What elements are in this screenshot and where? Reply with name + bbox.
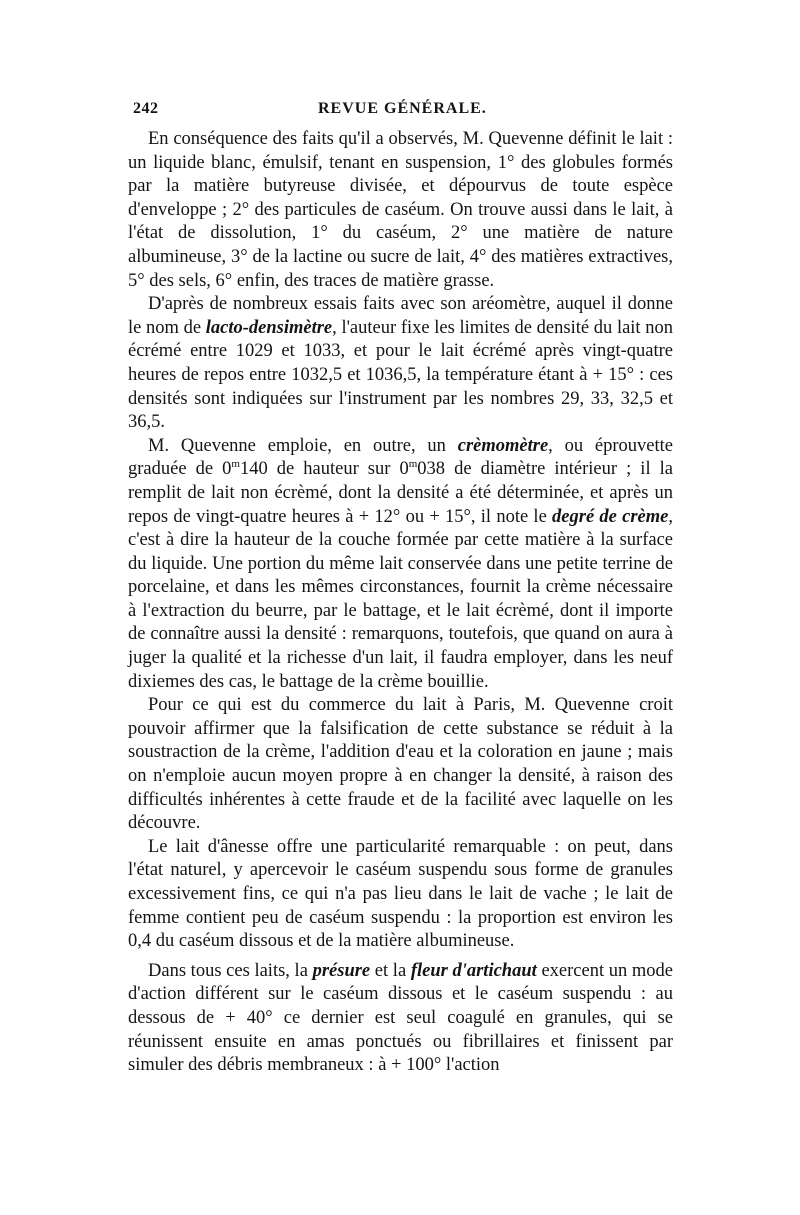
superscript: m bbox=[231, 458, 240, 471]
paragraph bbox=[128, 435, 673, 695]
italic-term: crèmomètre bbox=[457, 435, 549, 456]
text-run: , l'auteur fixe les limites de densité du lait non écrémé entre 1029 et 1033, et pour le lait écrémé après vingt-quatre heures de repos entre 1032,5 et 1036,5, la température étant à + 15° : ces densités sont indiquées sur l'instrument par les nombres 29, 33, 32,5 et 36,5. bbox=[128, 317, 673, 433]
superscript: m bbox=[408, 458, 418, 471]
text-run: D'après de nombreux essais faits avec son aréomètre, auquel il donne le nom de bbox=[128, 294, 673, 338]
text-run: 140 de hauteur sur 0 bbox=[239, 459, 409, 480]
text-run: Pour ce qui est du commerce du lait à Paris, M. Quevenne croit pouvoir affirmer que la falsification de cette substance se réduit à la soustraction de la crème, l'addition d'eau et la coloration en jaune ; mais on n'emploie aucun moyen propre à en changer la densité, à raison des difficultés inhérentes à cette fraude et de la facilité avec laquelle on les découvre. bbox=[128, 695, 673, 834]
paragraph bbox=[128, 960, 673, 1078]
running-header bbox=[128, 86, 673, 117]
text-run: et la bbox=[370, 960, 411, 981]
text-run: exercent un mode d'action différent sur le caséum dissous et le caséum suspendu : au dessous de + 40° ce dernier est seul coagulé en granules, qui se réunissent ensuite en amas ponctués ou fibrillaires et finissent par simuler des débris membraneux : à + 100° l'action bbox=[128, 960, 673, 1076]
italic-term: degré de crème bbox=[552, 506, 669, 527]
text-run: Dans tous ces laits, la bbox=[148, 960, 313, 981]
running-title: REVUE GÉNÉRALE. bbox=[318, 100, 487, 117]
italic-term: fleur d'artichaut bbox=[410, 960, 537, 981]
page bbox=[128, 86, 673, 1078]
paragraph bbox=[128, 836, 673, 954]
text-run: , ou éprouvette graduée de 0 bbox=[128, 435, 673, 480]
italic-term: présure bbox=[312, 960, 371, 981]
text-run: 038 de diamètre intérieur ; il la remplit de lait non écrèmé, dont la densité a été déterminée, et après un repos de vingt-quatre heures à + 12° ou + 15°, il note le bbox=[128, 459, 673, 527]
text-run: M. Quevenne emploie, en outre, un bbox=[148, 435, 458, 456]
paragraph bbox=[128, 694, 673, 836]
text-run: , c'est à dire la hauteur de la couche formée par cette matière à la surface du liquide. Une portion du même lait conservée dans une petite terrine de porcelaine, et dans les mêmes circonstances, fournit la crème nécessaire à l'extraction du beurre, par le battage, et le lait écrèmé, dont il importe de connaître aussi la densité : remarquons, toutefois, que quand on aura à juger la qualité et la richesse d'un lait, il faudra employer, dans les neuf dixiemes des cas, le battage de la crème bouillie. bbox=[128, 506, 673, 692]
paragraph bbox=[128, 293, 673, 435]
body-text bbox=[128, 128, 673, 1078]
text-run: En conséquence des faits qu'il a observés, M. Quevenne définit le lait : un liquide blanc, émulsif, tenant en suspension, 1° des globules formés par la matière butyreuse divisée, et dépourvus de toute espèce d'enveloppe ; 2° des particules de caséum. On trouve aussi dans le lait, à l'état de dissolution, 1° du caséum, 2° une matière de nature albumineuse, 3° de la lactine ou sucre de lait, 4° des matières extractives, 5° des sels, 6° enfin, des traces de matière grasse. bbox=[128, 129, 673, 291]
text-run: Le lait d'ânesse offre une particularité remarquable : on peut, dans l'état naturel, y apercevoir le caséum suspendu sous forme de granules excessivement fins, ce qui n'a pas lieu dans le lait de vache ; le lait de femme contient peu de caséum suspendu : la proportion est environ les 0,4 du caséum dissous et de la matière albumineuse. bbox=[128, 836, 673, 952]
paragraph bbox=[128, 128, 673, 293]
italic-term: lacto-densimètre bbox=[205, 317, 333, 338]
page-number: 242 bbox=[133, 100, 159, 117]
